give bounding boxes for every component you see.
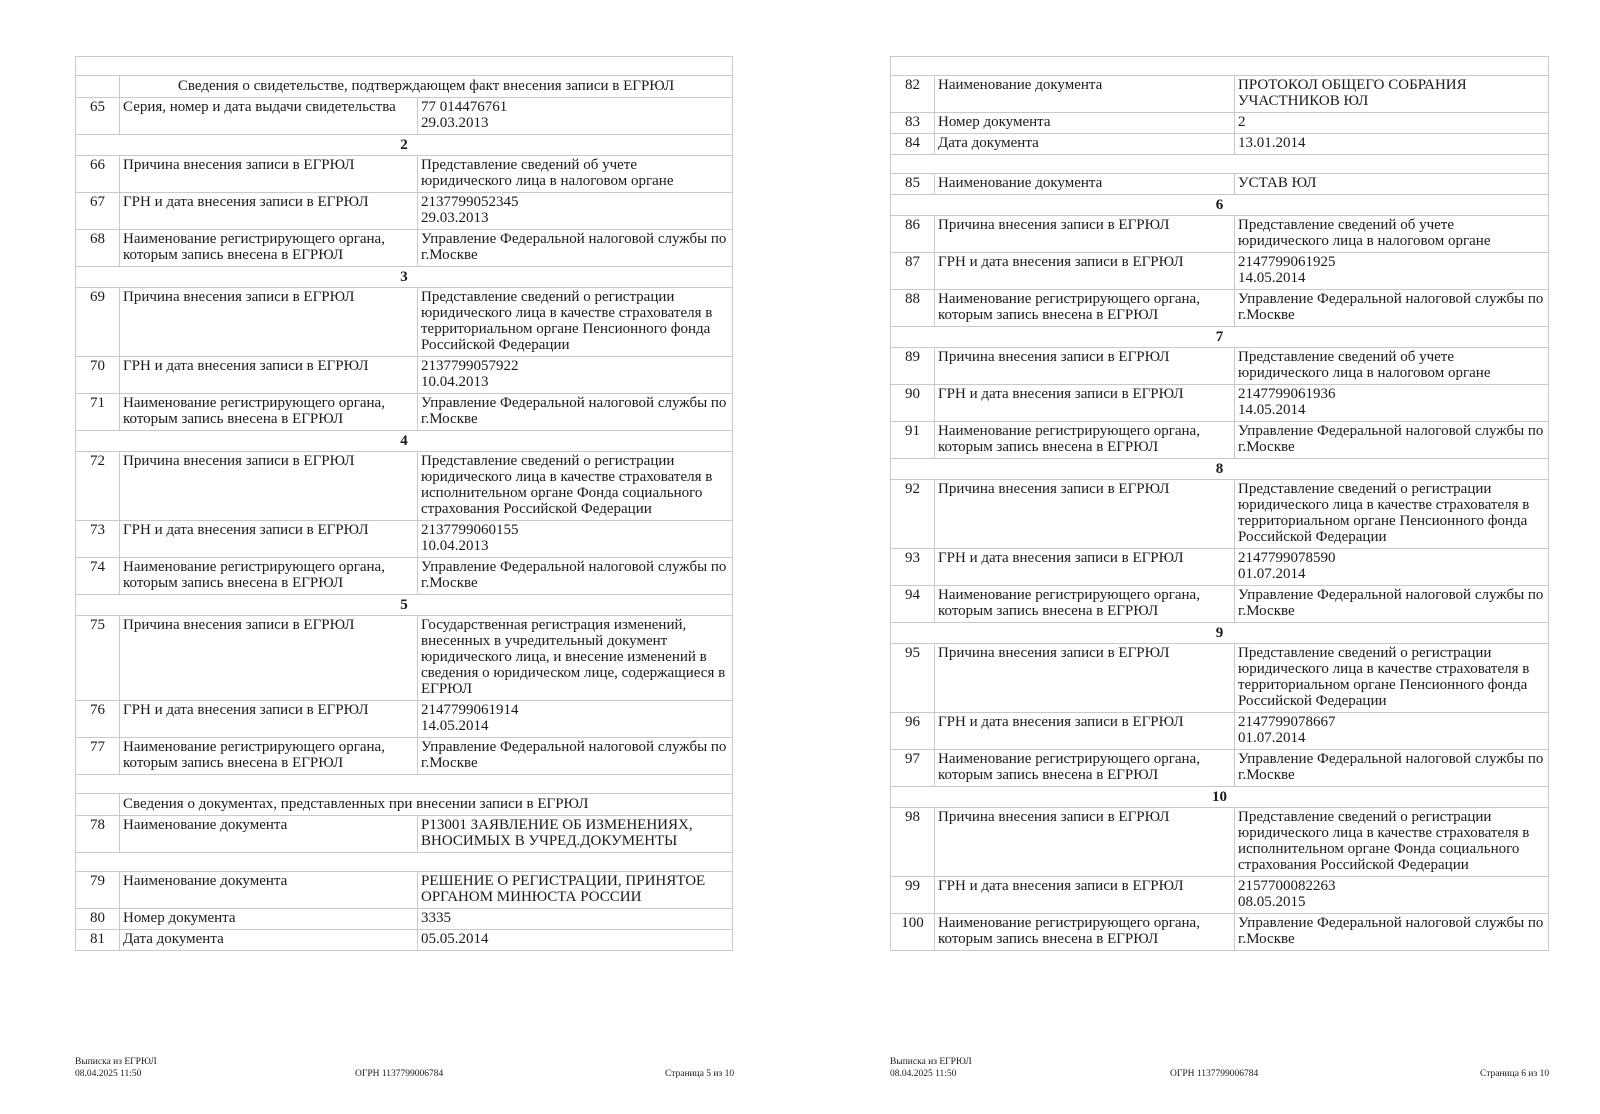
row-label: Наименование регистрирующего органа, которым запись внесена в ЕГРЮЛ: [935, 586, 1235, 623]
spacer-row: [891, 155, 1549, 174]
section-number-row: [76, 595, 733, 616]
section-heading-row: [76, 76, 733, 98]
row-label: Наименование регистрирующего органа, которым запись внесена в ЕГРЮЛ: [935, 422, 1235, 459]
spacer-row: [76, 775, 733, 794]
table-row: [891, 385, 1549, 422]
row-number: 76: [76, 701, 120, 738]
row-value: 2157700082263 08.05.2015: [1235, 877, 1549, 914]
section-number-row: [76, 431, 733, 452]
table-row: [76, 394, 733, 431]
section-number-row: [891, 787, 1549, 808]
row-number: 75: [76, 616, 120, 701]
section-number-row: [76, 267, 733, 288]
table-row: [76, 738, 733, 775]
table-row: [891, 290, 1549, 327]
table-row: [76, 521, 733, 558]
row-number: 81: [76, 930, 120, 951]
table-row: [891, 549, 1549, 586]
row-label: ГРН и дата внесения записи в ЕГРЮЛ: [120, 701, 418, 738]
section-number: 5: [76, 595, 733, 616]
row-value: Управление Федеральной налоговой службы по г.Москве: [1235, 750, 1549, 787]
table-row: [891, 586, 1549, 623]
row-value: Управление Федеральной налоговой службы по г.Москве: [418, 230, 733, 267]
row-label: Дата документа: [935, 134, 1235, 155]
row-value: 3335: [418, 909, 733, 930]
row-label: ГРН и дата внесения записи в ЕГРЮЛ: [120, 193, 418, 230]
section-number-row: [891, 327, 1549, 348]
row-value: 13.01.2014: [1235, 134, 1549, 155]
table-row: [891, 76, 1549, 113]
row-label: ГРН и дата внесения записи в ЕГРЮЛ: [120, 521, 418, 558]
row-label: ГРН и дата внесения записи в ЕГРЮЛ: [935, 713, 1235, 750]
row-number: 73: [76, 521, 120, 558]
row-value: Р13001 ЗАЯВЛЕНИЕ ОБ ИЗМЕНЕНИЯХ, ВНОСИМЫХ В УЧРЕД.ДОКУМЕНТЫ: [418, 816, 733, 853]
row-value: Управление Федеральной налоговой службы по г.Москве: [418, 558, 733, 595]
table-row: [891, 134, 1549, 155]
row-number: 85: [891, 174, 935, 195]
row-label: Причина внесения записи в ЕГРЮЛ: [120, 288, 418, 357]
row-value: Управление Федеральной налоговой службы по г.Москве: [418, 738, 733, 775]
table-row: [891, 422, 1549, 459]
row-label: Наименование регистрирующего органа, которым запись внесена в ЕГРЮЛ: [935, 750, 1235, 787]
row-label: Причина внесения записи в ЕГРЮЛ: [120, 156, 418, 193]
row-value: УСТАВ ЮЛ: [1235, 174, 1549, 195]
section-number-row: [891, 623, 1549, 644]
table-row: [76, 909, 733, 930]
table-row: [76, 230, 733, 267]
spacer-row: [76, 853, 733, 872]
table-row: [76, 816, 733, 853]
row-number: 98: [891, 808, 935, 877]
row-label: Наименование регистрирующего органа, которым запись внесена в ЕГРЮЛ: [120, 394, 418, 431]
row-number: 91: [891, 422, 935, 459]
certificate-heading: Сведения о свидетельстве, подтверждающем факт внесения записи в ЕГРЮЛ: [120, 76, 733, 98]
table-row: [891, 348, 1549, 385]
footer-page-number: Страница 5 из 10: [665, 1069, 735, 1079]
row-value: ПРОТОКОЛ ОБЩЕГО СОБРАНИЯ УЧАСТНИКОВ ЮЛ: [1235, 76, 1549, 113]
table-row: [891, 480, 1549, 549]
row-value: Представление сведений о регистрации юридического лица в качестве страхователя в территориальном органе Пенсионного фонда Российской Федерации: [1235, 480, 1549, 549]
row-number: 74: [76, 558, 120, 595]
footer-document-title: Выписка из ЕГРЮЛ 08.04.2025 11:50: [75, 1057, 157, 1079]
table-row: [891, 113, 1549, 134]
row-number: 92: [891, 480, 935, 549]
row-number: 83: [891, 113, 935, 134]
section-heading-row: [76, 794, 733, 816]
row-number: 79: [76, 872, 120, 909]
documents-heading: Сведения о документах, представленных при внесении записи в ЕГРЮЛ: [120, 794, 733, 816]
row-number: 72: [76, 452, 120, 521]
row-number: 67: [76, 193, 120, 230]
row-label: Причина внесения записи в ЕГРЮЛ: [935, 644, 1235, 713]
row-value: Управление Федеральной налоговой службы по г.Москве: [1235, 586, 1549, 623]
table-row: [891, 713, 1549, 750]
row-value: 2147799061914 14.05.2014: [418, 701, 733, 738]
row-label: Наименование регистрирующего органа, которым запись внесена в ЕГРЮЛ: [120, 558, 418, 595]
row-value: Представление сведений об учете юридического лица в налоговом органе: [1235, 216, 1549, 253]
row-label: Дата документа: [120, 930, 418, 951]
row-number: 94: [891, 586, 935, 623]
row-number: 90: [891, 385, 935, 422]
row-label: Наименование регистрирующего органа, которым запись внесена в ЕГРЮЛ: [935, 290, 1235, 327]
table-row: [76, 193, 733, 230]
table-row: [891, 877, 1549, 914]
row-label: ГРН и дата внесения записи в ЕГРЮЛ: [935, 549, 1235, 586]
row-value: Представление сведений об учете юридического лица в налоговом органе: [418, 156, 733, 193]
row-label: Серия, номер и дата выдачи свидетельства: [120, 98, 418, 135]
section-number-row: [891, 459, 1549, 480]
row-value: 2137799060155 10.04.2013: [418, 521, 733, 558]
table-row: [891, 644, 1549, 713]
row-number: 77: [76, 738, 120, 775]
row-number: 89: [891, 348, 935, 385]
row-number: 99: [891, 877, 935, 914]
row-number: 65: [76, 98, 120, 135]
footer-document-title: Выписка из ЕГРЮЛ 08.04.2025 11:50: [890, 1057, 972, 1079]
section-number: 6: [891, 195, 1549, 216]
row-value: Управление Федеральной налоговой службы по г.Москве: [418, 394, 733, 431]
table-row: [891, 174, 1549, 195]
row-value: 2147799061936 14.05.2014: [1235, 385, 1549, 422]
section-number: 10: [891, 787, 1549, 808]
spacer-row: [76, 57, 733, 76]
row-number: 71: [76, 394, 120, 431]
footer-ogrn: ОГРН 1137799006784: [355, 1069, 444, 1079]
row-value: Представление сведений о регистрации юридического лица в качестве страхователя в территориальном органе Пенсионного фонда Российской Федерации: [1235, 644, 1549, 713]
row-label: ГРН и дата внесения записи в ЕГРЮЛ: [935, 253, 1235, 290]
row-label: ГРН и дата внесения записи в ЕГРЮЛ: [935, 385, 1235, 422]
row-label: Наименование регистрирующего органа, которым запись внесена в ЕГРЮЛ: [120, 738, 418, 775]
row-value: Управление Федеральной налоговой службы по г.Москве: [1235, 914, 1549, 951]
section-number: 4: [76, 431, 733, 452]
row-value: 2147799078667 01.07.2014: [1235, 713, 1549, 750]
section-number: 2: [76, 135, 733, 156]
section-number: 9: [891, 623, 1549, 644]
row-value: 2137799052345 29.03.2013: [418, 193, 733, 230]
row-value: Представление сведений о регистрации юридического лица в качестве страхователя в территориальном органе Пенсионного фонда Российской Федерации: [418, 288, 733, 357]
row-value: Представление сведений о регистрации юридического лица в качестве страхователя в исполнительном органе Фонда социального страхования Российской Федерации: [1235, 808, 1549, 877]
table-row: [76, 288, 733, 357]
row-value: 2147799061925 14.05.2014: [1235, 253, 1549, 290]
row-value: Представление сведений о регистрации юридического лица в качестве страхователя в исполнительном органе Фонда социального страхования Российской Федерации: [418, 452, 733, 521]
row-label: Причина внесения записи в ЕГРЮЛ: [935, 808, 1235, 877]
row-label: Наименование документа: [120, 816, 418, 853]
row-number: 82: [891, 76, 935, 113]
table-row: [76, 452, 733, 521]
row-number: 95: [891, 644, 935, 713]
table-row: [76, 930, 733, 951]
row-number: 88: [891, 290, 935, 327]
row-number: 70: [76, 357, 120, 394]
row-number: 80: [76, 909, 120, 930]
row-label: Наименование документа: [935, 174, 1235, 195]
row-label: Наименование регистрирующего органа, которым запись внесена в ЕГРЮЛ: [120, 230, 418, 267]
row-label: Наименование документа: [935, 76, 1235, 113]
row-number: 66: [76, 156, 120, 193]
table-row: [891, 216, 1549, 253]
row-number: 100: [891, 914, 935, 951]
row-label: Наименование документа: [120, 872, 418, 909]
row-label: Наименование регистрирующего органа, которым запись внесена в ЕГРЮЛ: [935, 914, 1235, 951]
table-row: [891, 914, 1549, 951]
section-number-row: [76, 135, 733, 156]
row-value: РЕШЕНИЕ О РЕГИСТРАЦИИ, ПРИНЯТОЕ ОРГАНОМ МИНЮСТА РОССИИ: [418, 872, 733, 909]
section-number: 7: [891, 327, 1549, 348]
row-number: 69: [76, 288, 120, 357]
row-value: Государственная регистрация изменений, внесенных в учредительный документ юридического лица, и внесение изменений в сведения о юридическом лице, содержащиеся в ЕГРЮЛ: [418, 616, 733, 701]
table-row: [76, 98, 733, 135]
egrul-table: [890, 56, 1549, 951]
section-number-row: [891, 195, 1549, 216]
row-value: 2147799078590 01.07.2014: [1235, 549, 1549, 586]
row-number: 68: [76, 230, 120, 267]
table-row: [76, 701, 733, 738]
row-number: 87: [891, 253, 935, 290]
section-number: 3: [76, 267, 733, 288]
row-value: 05.05.2014: [418, 930, 733, 951]
row-value: Управление Федеральной налоговой службы по г.Москве: [1235, 422, 1549, 459]
row-label: Номер документа: [935, 113, 1235, 134]
row-label: Причина внесения записи в ЕГРЮЛ: [120, 616, 418, 701]
row-number: 86: [891, 216, 935, 253]
row-value: Управление Федеральной налоговой службы по г.Москве: [1235, 290, 1549, 327]
table-row: [76, 558, 733, 595]
table-row: [76, 872, 733, 909]
table-row: [891, 750, 1549, 787]
row-number: 84: [891, 134, 935, 155]
footer-page-number: Страница 6 из 10: [1480, 1069, 1550, 1079]
row-label: Причина внесения записи в ЕГРЮЛ: [120, 452, 418, 521]
section-number: 8: [891, 459, 1549, 480]
row-value: 2: [1235, 113, 1549, 134]
row-label: ГРН и дата внесения записи в ЕГРЮЛ: [120, 357, 418, 394]
table-row: [76, 156, 733, 193]
table-row: [891, 253, 1549, 290]
row-value: Представление сведений об учете юридического лица в налоговом органе: [1235, 348, 1549, 385]
spacer-row: [891, 57, 1549, 76]
table-row: [76, 616, 733, 701]
row-label: Номер документа: [120, 909, 418, 930]
document-page-6: [800, 0, 1600, 1114]
row-number: 96: [891, 713, 935, 750]
row-value: 2137799057922 10.04.2013: [418, 357, 733, 394]
egrul-table: [75, 56, 733, 951]
footer-ogrn: ОГРН 1137799006784: [1170, 1069, 1259, 1079]
row-number: 93: [891, 549, 935, 586]
row-number: 97: [891, 750, 935, 787]
row-label: Причина внесения записи в ЕГРЮЛ: [935, 216, 1235, 253]
table-row: [891, 808, 1549, 877]
row-label: Причина внесения записи в ЕГРЮЛ: [935, 480, 1235, 549]
row-label: ГРН и дата внесения записи в ЕГРЮЛ: [935, 877, 1235, 914]
table-row: [76, 357, 733, 394]
row-number: 78: [76, 816, 120, 853]
row-value: 77 014476761 29.03.2013: [418, 98, 733, 135]
row-label: Причина внесения записи в ЕГРЮЛ: [935, 348, 1235, 385]
